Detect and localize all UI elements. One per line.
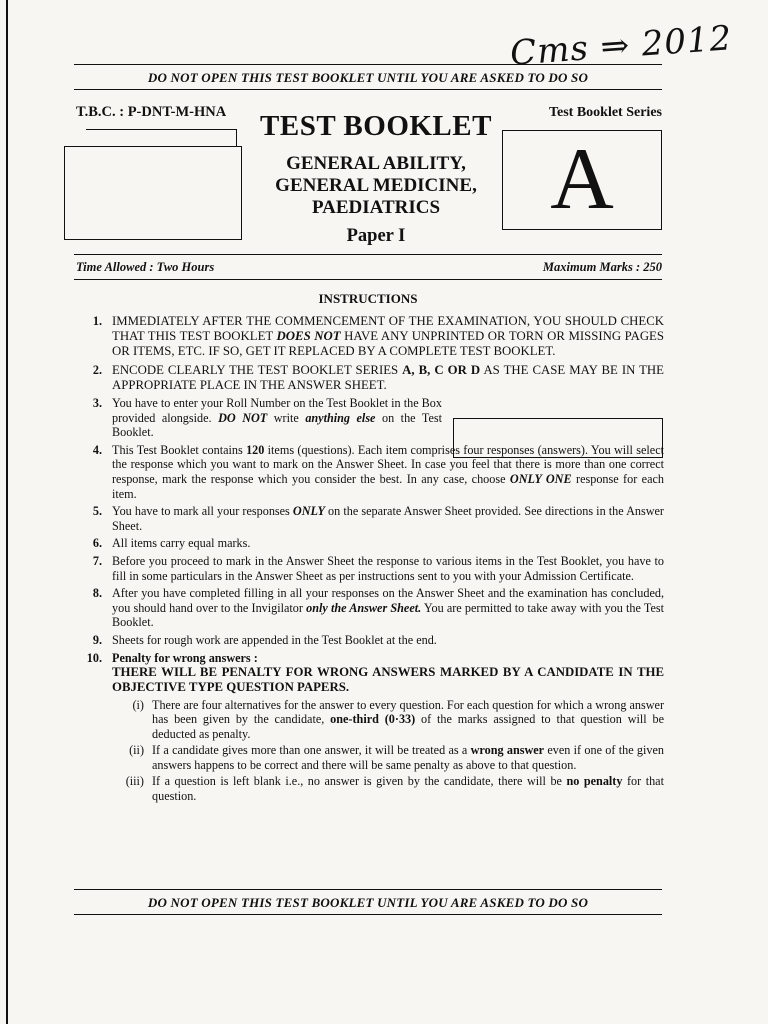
serial-number-tab [86, 129, 237, 146]
booklet-title: TEST BOOKLET [260, 110, 492, 142]
instructions-heading: INSTRUCTIONS [318, 291, 418, 306]
instruction-item: 7. Before you proceed to mark in the Answer Sheet the response to various items in the Test Booklet, you have to fill in some particulars in the Answer Sheet as per instructions sent to you with your Admission Certificate. [92, 553, 664, 583]
instruction-item: 4. This Test Booklet contains 120 items (questions). Each item comprises four responses (answers). You will select the response which you want to mark on the Answer Sheet. In case you feel that there is more than one correct response, mark the response which you consider the best. In any case, choose ONLY ONE response for each item. [92, 442, 664, 501]
penalty-sub-item: (ii) If a candidate gives more than one answer, it will be treated as a wrong answer even if one of the given answers happens to be correct and there will be same penalty as above to that question. [129, 743, 664, 772]
maximum-marks: Maximum Marks : 250 [542, 260, 662, 274]
subject-line-2: GENERAL MEDICINE, [275, 175, 477, 196]
paper-label: Paper I [346, 226, 406, 246]
meta-rule-bottom [74, 279, 662, 280]
series-box [502, 130, 662, 230]
top-rule [74, 64, 662, 65]
penalty-sub-item: (i) There are four alternatives for the answer to every question. For each question for which a wrong answer has been given by the candidate, one-third (0·33) of the marks assigned to that question will be deducted as penalty. [132, 697, 664, 741]
serial-number-box[interactable] [64, 146, 242, 240]
penalty-heading: Penalty for wrong answers : [112, 650, 258, 665]
instruction-item: 10. Penalty for wrong answers : THERE WILL BE PENALTY FOR WRONG ANSWERS MARKED BY A CANDIDATE IN THE OBJECTIVE TYPE QUESTION PAPERS. (i) There are four alternatives for the answer to every question. For each question for which a wrong answer has been given by the candidate, one-third (0·33) of the marks assigned to that question will be deducted as penalty. (ii) If a candidate gives more than one answer, it will be treated as a wrong answer even if one of the given answers happens to be correct and there will be same penalty as above to that question. (iii) If a question is left blank i.e., no answer is given by the candidate, there will be no penalty for that question. [86, 650, 664, 804]
tbc-code: T.B.C. : P-DNT-M-HNA [76, 104, 227, 120]
penalty-notice: THERE WILL BE PENALTY FOR WRONG ANSWERS MARKED BY A CANDIDATE IN THE OBJECTIVE TYPE QUESTION PAPERS. [112, 665, 664, 695]
bottom-rule-top [74, 889, 662, 890]
top-warning-banner: DO NOT OPEN THIS TEST BOOKLET UNTIL YOU ARE ASKED TO DO SO [147, 70, 589, 85]
series-label: Test Booklet Series [548, 105, 662, 120]
handwritten-note: Cms ⇒ 2012 [508, 18, 734, 74]
instruction-item: 8. After you have completed filling in all your responses on the Answer Sheet and the examination has concluded, you should hand over to the Invigilator only the Answer Sheet. You are permitted to take away with you the Test Booklet. [92, 586, 665, 630]
instruction-item: 6. All items carry equal marks. [92, 536, 251, 551]
page-margin-line [6, 0, 8, 1024]
instruction-item: 3. You have to enter your Roll Number on the Test Booklet in the Box provided alongside. DO NOT write anything else on the Test Booklet. [92, 396, 442, 440]
instructions-list [70, 314, 664, 807]
subject-line-3: PAEDIATRICS [311, 197, 441, 218]
instruction-item: 2. ENCODE CLEARLY THE TEST BOOKLET SERIES A, B, C OR D AS THE CASE MAY BE IN THE APPROPRIATE PLACE IN THE ANSWER SHEET. [92, 362, 664, 392]
bottom-warning-banner: DO NOT OPEN THIS TEST BOOKLET UNTIL YOU ARE ASKED TO DO SO [147, 895, 589, 910]
instruction-item: 5. You have to mark all your responses ONLY on the separate Answer Sheet provided. See directions in the Answer Sheet. [92, 504, 664, 533]
instruction-item: 9. Sheets for rough work are appended in the Test Booklet at the end. [92, 632, 437, 647]
instruction-item: 1. IMMEDIATELY AFTER THE COMMENCEMENT OF THE EXAMINATION, YOU SHOULD CHECK THAT THIS TEST BOOKLET DOES NOT HAVE ANY UNPRINTED OR TORN OR MISSING PAGES OR ITEMS, ETC. IF SO, GET IT REPLACED BY A COMPLETE TEST BOOKLET. [92, 314, 664, 359]
title-block [246, 110, 506, 247]
subject-line-1: GENERAL ABILITY, [286, 153, 466, 174]
series-letter: A [550, 131, 614, 228]
meta-rule-top [74, 254, 662, 255]
top-rule-lower [74, 89, 662, 90]
penalty-sub-item: (iii) If a question is left blank i.e., no answer is given by the candidate, there will be no penalty for that question. [125, 774, 664, 804]
time-allowed: Time Allowed : Two Hours [76, 260, 215, 274]
bottom-rule-lower [74, 914, 662, 915]
